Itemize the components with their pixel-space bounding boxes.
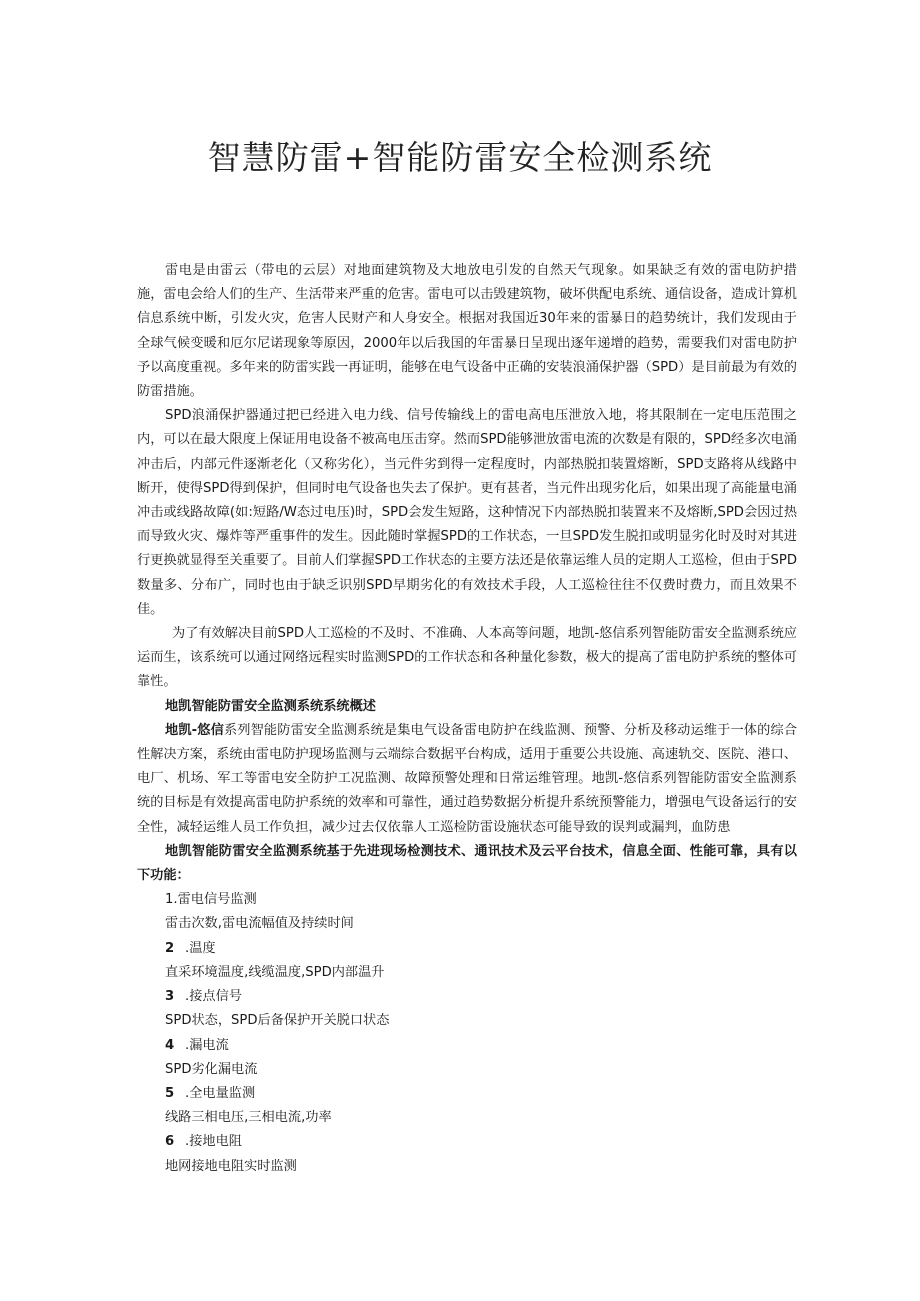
feature-3-desc: SPD状态，SPD后备保护开关脱口状态 — [165, 1013, 390, 1029]
brand-lead: 地凯-悠信 — [165, 722, 224, 738]
paragraph-solution: 为了有效解决目前SPD人工巡检的不及时、不准确、人本高等问题，地凯-悠信系列智能防雷安全监测系统应运而生，该系统可以通过网络远程实时监测SPD的工作状态和各种量化参数，极大的提高了雷电防护系统的整体可靠性。 — [137, 626, 797, 690]
feature-2-desc: 直采环境温度,线缆温度,SPD内部温升 — [165, 964, 385, 980]
feature-name: .接地电阻 — [185, 1134, 242, 1150]
feature-name: 雷电信号监测 — [177, 892, 257, 908]
feature-name: .接点信号 — [185, 989, 242, 1005]
feature-5-title — [137, 1082, 797, 1106]
overview-text: 系列智能防雷安全监测系统是集电气设备雷电防护在线监测、预警、分析及移动运维于一体的综合性解决方案，系统由雷电防护现场监测与云端综合数据平台构成，适用于重要公共设施、高速轨交、医院、港口、电厂、机场、军工等雷电安全防护工况监测、故障预警处理和日常运维管理。地凯-悠信系列智能防雷安全监测系统的目标是有效提高雷电防护系统的效率和可靠性，通过趋势数据分析提升系统预警能力，增强电气设备运行的安全性，减轻运维人员工作负担，减少过去仅依靠人工巡检防雷设施状态可能导致的误判或漏判，血防患 — [137, 722, 797, 835]
feature-list — [137, 888, 797, 1178]
feature-name: .温度 — [185, 940, 216, 956]
feature-number: 1. — [165, 892, 178, 908]
feature-number: 4 — [165, 1037, 175, 1053]
paragraph-spd: SPD浪涌保护器通过把已经进入电力线、信号传输线上的雷电高电压泄放入地，将其限制在一定电压范围之内，可以在最大限度上保证用电设备不被高电压击穿。然而SPD能够泄放雷电流的次数是有限的，SPD经多次电涌冲击后，内部元件逐渐老化（又称劣化），当元件劣到得一定程度时，内部热脱扣装置熔断，SPD支路将从线路中断开，使得SPD得到保护，但同时电气设备也失去了保护。更有甚者，当元件出现劣化后，如果出现了高能量电涌冲击或线路故障(如:短路/W态过电压)时，SPD会发生短路，这种情况下内部热脱扣装置来不及熔断,SPD会因过热而导致火灾、爆炸等严重事件的发生。因此随时掌握SPD的工作状态，一旦SPD发生脱扣或明显劣化时及时对其进行更换就显得至关重要了。目前人们掌握SPD工作状态的主要方法还是依靠运维人员的定期人工巡检，但由于SPD数量多、分布广，同时也由于缺乏识别SPD早期劣化的有效技术手段，人工巡检往往不仅费时费力，而且效果不佳。 — [137, 408, 798, 617]
feature-number: 2 — [165, 940, 175, 956]
feature-number: 6 — [165, 1134, 175, 1150]
feature-1-title — [137, 888, 797, 912]
feature-3-title — [137, 985, 797, 1009]
document-title: 智慧防雷+智能防雷安全检测系统 — [207, 138, 713, 177]
feature-4-title — [137, 1034, 797, 1058]
feature-number: 5 — [165, 1085, 175, 1101]
feature-1-desc: 雷击次数,雷电流幅值及持续时间 — [165, 916, 354, 932]
feature-6-desc: 地网接地电阻实时监测 — [165, 1158, 297, 1174]
feature-5-desc: 线路三相电压,三相电流,功率 — [165, 1110, 332, 1126]
feature-name: .全电量监测 — [185, 1085, 256, 1101]
feature-2-title — [137, 937, 797, 961]
paragraph-intro: 雷电是由雷云（带电的云层）对地面建筑物及大地放电引发的自然天气现象。如果缺乏有效的雷电防护措施，雷电会给人们的生产、生活带来严重的危害。雷电可以击毁建筑物，破坏供配电系统、通信设备，造成计算机信息系统中断，引发火灾，危害人民财产和人身安全。根据对我国近30年来的雷暴日的趋势统计，我们发现由于全球气候变暖和厄尔尼诺现象等原因，2000年以后我国的年雷暴日呈现出逐年递增的趋势，需要我们对雷电防护予以高度重视。多年来的防雷实践一再证明，能够在电气设备中正确的安装浪涌保护器（SPD）是目前最为有效的防雷措施。 — [137, 263, 797, 400]
feature-4-desc: SPD劣化漏电流 — [165, 1061, 258, 1077]
feature-name: .漏电流 — [185, 1037, 229, 1053]
feature-number: 3 — [165, 989, 175, 1005]
paragraph-overview — [137, 719, 797, 840]
feature-6-title — [137, 1130, 797, 1154]
section-heading-overview: 地凯智能防雷安全监测系统系统概述 — [165, 698, 376, 714]
paragraph-features-intro: 地凯智能防雷安全监测系统基于先进现场检测技术、通讯技术及云平台技术，信息全面、性能可靠，具有以下功能： — [137, 843, 797, 884]
document-body — [137, 259, 797, 1179]
